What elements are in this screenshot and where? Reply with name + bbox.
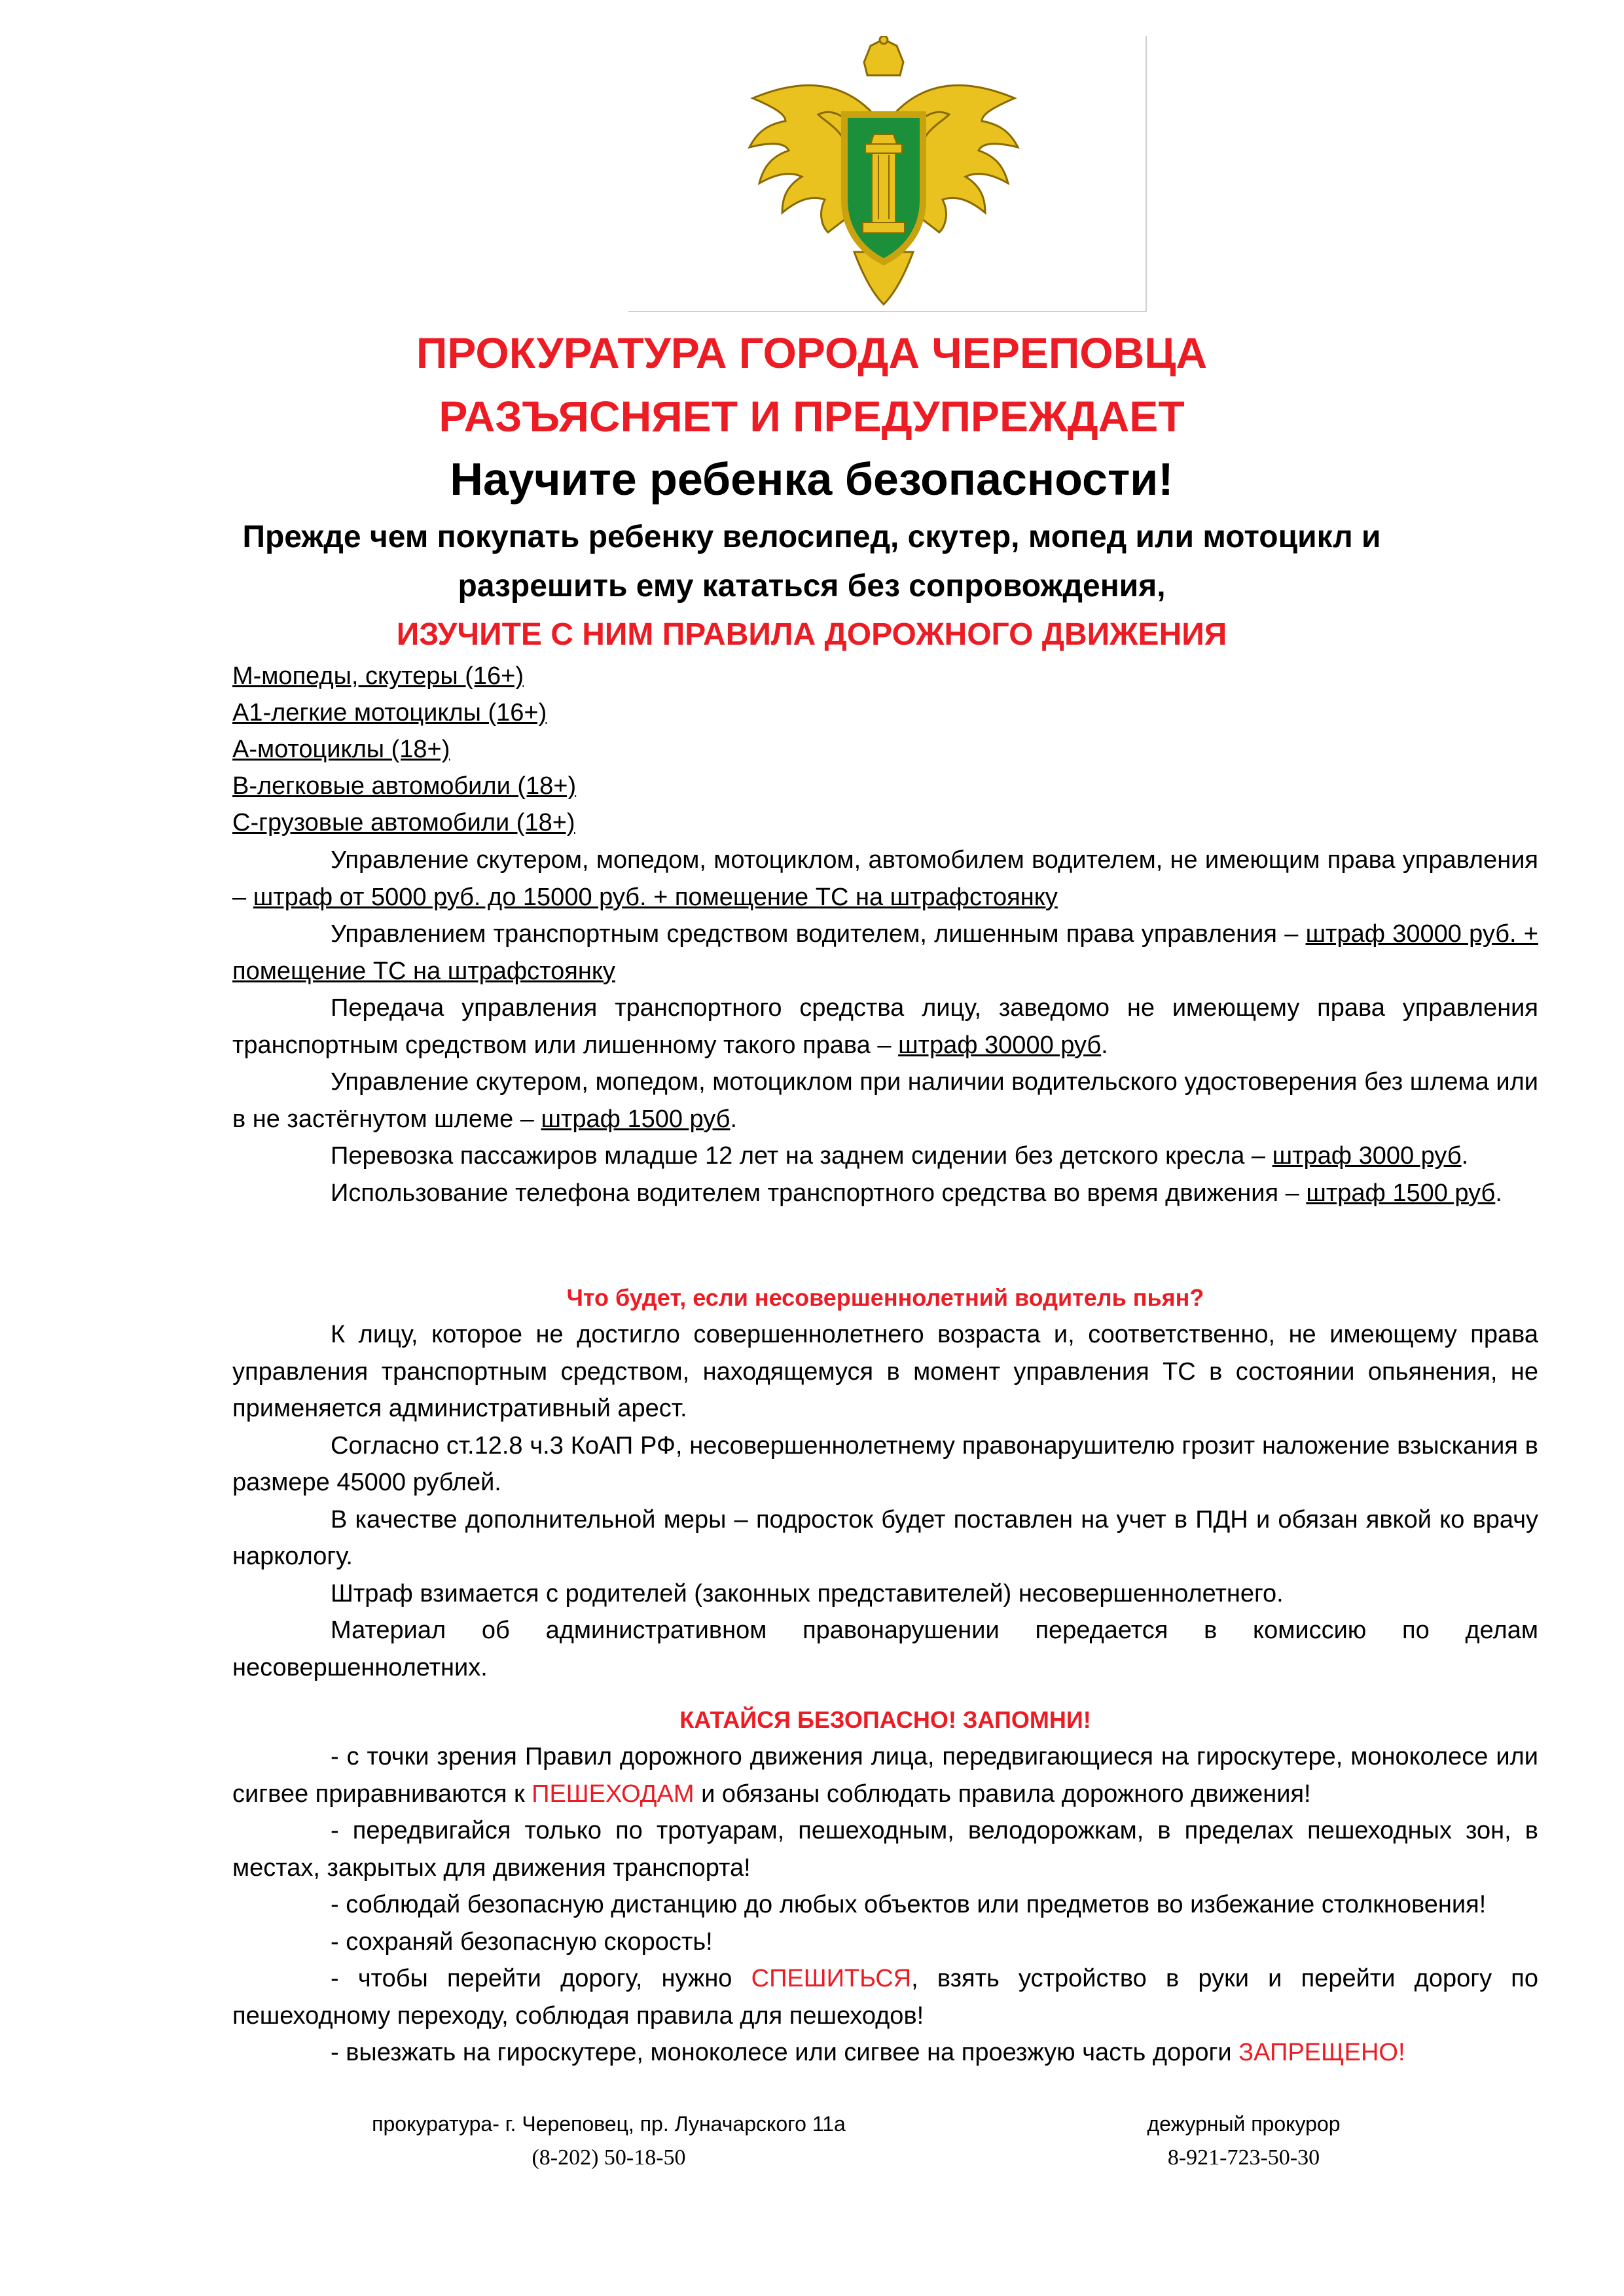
duty-prosecutor-label: дежурный прокурор: [1147, 2112, 1341, 2136]
category-item: В-легковые автомобили (18+): [232, 772, 577, 800]
safety-rule: [232, 2034, 1538, 2072]
license-categories: [232, 658, 576, 841]
fine-text: Управление скутером, мопедом, мотоциклом, автомобилем водителем, не имеющим права управления –: [232, 846, 1538, 911]
fine-tail: .: [1101, 1031, 1108, 1059]
fine-amount: штраф 30000 руб: [898, 1031, 1102, 1059]
header-line-2: РАЗЪЯСНЯЕТ И ПРЕДУПРЕЖДАЕТ: [439, 392, 1185, 440]
safety-rule: - соблюдай безопасную дистанцию до любых объектов или предметов во избежание столкновения!: [331, 1891, 1487, 1918]
fine-text: Управлением транспортным средством водителем, лишенным права управления –: [331, 920, 1306, 948]
fine-paragraph: [232, 1064, 1538, 1138]
subtitle-line-1: Прежде чем покупать ребенку велосипед, скутер, мопед или мотоцикл и: [242, 520, 1381, 554]
category-item: М-мопеды, скутеры (16+): [232, 662, 524, 690]
footer-address-line: прокуратура- г. Череповец, пр. Луначарского 11а: [372, 2112, 846, 2136]
fine-paragraph: [232, 1138, 1538, 1175]
fine-text: Управление скутером, мопедом, мотоциклом при наличии водительского удостоверения без шлема или в не застёгнутом шлеме –: [232, 1068, 1538, 1133]
drunk-paragraph: Материал об административном правонарушении передается в комиссию по делам несовершеннолетних.: [232, 1617, 1538, 1681]
fine-amount: штраф от 5000 руб. до 15000 руб. + помещение ТС на штрафстоянку: [253, 883, 1058, 911]
rule-highlight: ЗАПРЕЩЕНО!: [1238, 2039, 1405, 2066]
fine-paragraph: [232, 1175, 1538, 1212]
page-title: Научите ребенка безопасности!: [450, 454, 1174, 505]
footer-address: [281, 2108, 936, 2176]
study-rules-call: ИЗУЧИТЕ С НИМ ПРАВИЛА ДОРОЖНОГО ДВИЖЕНИЯ: [396, 617, 1227, 652]
rule-text: - выезжать на гироскутере, моноколесе или сигвее на проезжую часть дороги: [331, 2039, 1239, 2066]
rule-highlight: СПЕШИТЬСЯ: [751, 1965, 912, 1992]
fines-section: [232, 842, 1538, 1211]
header-line-1: ПРОКУРАТУРА ГОРОДА ЧЕРЕПОВЦА: [416, 329, 1208, 377]
fine-tail: .: [1495, 1179, 1502, 1207]
rule-text: и обязаны соблюдать правила дорожного движения!: [694, 1780, 1311, 1808]
fine-paragraph: [232, 990, 1538, 1064]
safety-section: [232, 1702, 1538, 2072]
fine-text: Передача управления транспортного средства лицу, заведомо не имеющему права управления транспортным средством или лишенному такого права –: [232, 994, 1538, 1059]
drunk-heading: Что будет, если несовершеннолетний водитель пьян?: [566, 1284, 1204, 1311]
fine-tail: .: [1461, 1142, 1469, 1170]
footer-duty-prosecutor: [1015, 2108, 1473, 2176]
safety-rule: [232, 1960, 1538, 2034]
safety-rule: [232, 1738, 1538, 1812]
rule-highlight: ПЕШЕХОДАМ: [532, 1780, 695, 1808]
fine-paragraph: [232, 916, 1538, 990]
safety-heading: КАТАЙСЯ БЕЗОПАСНО! ЗАПОМНИ!: [679, 1706, 1091, 1733]
double-headed-eagle-emblem-icon: [740, 36, 1028, 311]
footer-phone: (8-202) 50-18-50: [532, 2145, 686, 2170]
rule-text: , взять устройство в руки и перейти дорогу по пешеходному переходу, соблюдая правила для пешеходов!: [232, 1965, 1538, 2030]
safety-rule: - сохраняй безопасную скорость!: [331, 1928, 713, 1956]
fine-amount: штраф 30000 руб. + помещение ТС на штрафстоянку: [232, 920, 1538, 985]
fine-paragraph: [232, 842, 1538, 916]
drunk-paragraph: К лицу, которое не достигло совершеннолетнего возраста и, соответственно, не имеющему права управления транспортным средством, находящемуся в момент управления ТС в состоянии опьянения, не применяется административный арест.: [232, 1321, 1538, 1422]
fine-text: Использование телефона водителем транспортного средства во время движения –: [331, 1179, 1307, 1207]
emblem: [628, 36, 1146, 311]
rule-text: - чтобы перейти дорогу, нужно: [331, 1965, 751, 1992]
category-item: А1-легкие мотоциклы (16+): [232, 699, 547, 726]
subtitle-line-2: разрешить ему кататься без сопровождения,: [458, 569, 1166, 603]
category-item: С-грузовые автомобили (18+): [232, 809, 575, 836]
drunk-driver-section: [232, 1280, 1538, 1686]
fine-tail: .: [730, 1105, 738, 1133]
drunk-paragraph: В качестве дополнительной меры – подросток будет поставлен на учет в ПДН и обязан явкой ко врачу наркологу.: [232, 1505, 1538, 1570]
fine-amount: штраф 3000 руб: [1272, 1142, 1462, 1170]
safety-rule: - передвигайся только по тротуарам, пешеходным, велодорожкам, в пределах пешеходных зон, в местах, закрытых для движения транспорта!: [232, 1817, 1538, 1882]
category-item: А-мотоциклы (18+): [232, 736, 450, 763]
drunk-paragraph: Согласно ст.12.8 ч.3 КоАП РФ, несовершеннолетнему правонарушителю грозит наложение взыскания в размере 45000 рублей.: [232, 1431, 1538, 1496]
fine-amount: штраф 1500 руб: [541, 1105, 731, 1133]
drunk-paragraph: Штраф взимается с родителей (законных представителей) несовершеннолетнего.: [331, 1579, 1284, 1607]
fine-amount: штраф 1500 руб: [1306, 1179, 1496, 1207]
duty-prosecutor-phone: 8-921-723-50-30: [1167, 2145, 1320, 2170]
fine-text: Перевозка пассажиров младше 12 лет на заднем сидении без детского кресла –: [331, 1142, 1272, 1170]
rule-text: - с точки зрения Правил дорожного движения лица, передвигающиеся на гироскутере, моноколесе или сигвее приравниваются к: [232, 1743, 1538, 1808]
